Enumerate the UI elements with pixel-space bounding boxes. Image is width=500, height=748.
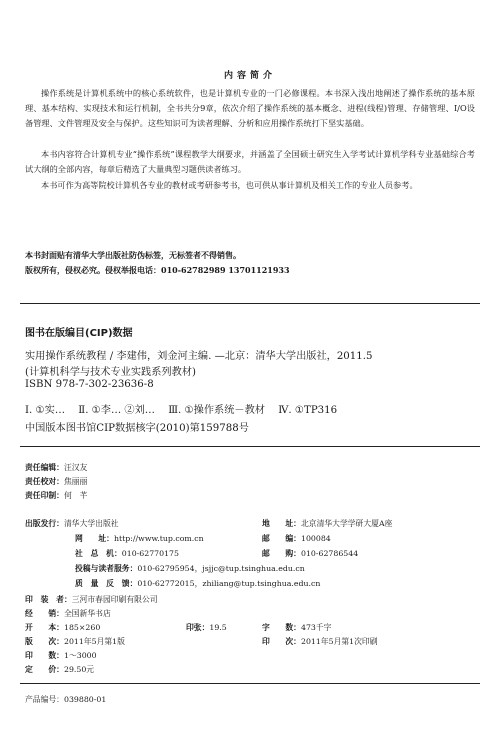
impression-label: 印 次： [262,637,301,646]
word-count-label: 字 数： [262,623,301,632]
product-code-row [25,694,106,705]
intro-paragraph-1: 操作系统是计算机系统中的核心系统软件，也是计算机专业的一门必修课程。本书深入浅出地阐述了操作系统的基本原理、基本结构、实现技术和运行机制，全书共分9章，依次介绍了操作系统的基本概念、进程(线程)管理、存储管理、I/O设备管理、文件管理及安全与保护。这些知识可为读者理解、分析和应用操作系统打下坚实基础。 [25,88,475,128]
edition-label: 版 次： [25,637,64,646]
copyright-notice: 版权所有，侵权必究。侵权举报电话：010-62782989 13701121933 [25,265,290,275]
reader-service-label: 投稿与读者服务： [75,564,138,573]
switchboard-label: 社 总 机： [75,549,122,558]
cip-class-item: Ⅱ. ①李… ②刘… [78,405,155,416]
editor-row [25,462,87,473]
publisher-value: 清华大学出版社 [63,519,119,528]
proofreader-value: 焦丽丽 [63,477,88,486]
impression-value: 2011年5月第1次印刷 [300,637,378,646]
impression-row [262,636,378,647]
cip-verify-number: 中国版本图书馆CIP数据核字(2010)第159788号 [25,423,249,434]
website-row [75,533,204,544]
address-value: 北京清华大学学研大厦A座 [300,519,393,528]
format-label: 开 本： [25,623,64,632]
cip-class-item: Ⅳ. ①TP316 [278,405,338,416]
reader-service-row [75,563,305,574]
proofreader-row [25,476,87,487]
mail-order-row [262,548,358,559]
print-run-value: 1～3000 [63,651,97,660]
divider-middle [20,446,480,447]
print-run-label: 印 数： [25,651,64,660]
divider-top [20,303,480,304]
word-count-row [262,622,331,633]
word-count-value: 473千字 [300,623,332,632]
cip-class-item: Ⅲ. ①操作系统－教材 [168,405,265,416]
reader-service-value: 010-62795954，jsjjc@tup.tsinghua.edu.cn [137,564,305,573]
website-value[interactable]: http://www.tup.com.cn [113,534,204,543]
intro-title: 内容简介 [223,71,276,81]
editor-label: 责任编辑： [25,463,64,472]
quality-feedback-row [75,578,320,589]
printing-supervisor-label: 责任印制： [25,491,64,500]
quality-feedback-label: 质 量 反 馈： [75,579,138,588]
cip-title-line: 实用操作系统教程 / 李建伟，刘金河主编. —北京：清华大学出版社，2011.5 [25,351,373,362]
cip-isbn: ISBN 978-7-302-23636-8 [25,379,154,390]
printing-supervisor-row [25,490,87,501]
product-code-label: 产品编号： [25,695,64,704]
price-value: 29.50元 [63,665,95,674]
print-run-row [25,650,97,661]
intro-paragraph-2: 本书内容符合计算机专业“操作系统”课程教学大纲要求，并涵盖了全国硕士研究生入学考试计算机学科专业基础综合考试大纲的全部内容，每章后精选了大量典型习题供读者练习。 [25,149,475,174]
price-label: 定 价： [25,665,64,674]
anti-counterfeit-notice: 本书封面贴有清华大学出版社防伪标签，无标签者不得销售。 [25,250,241,260]
printed-sheets-row [186,622,227,633]
printed-sheets-value: 19.5 [209,623,227,632]
zipcode-value: 100084 [300,534,331,543]
proofreader-label: 责任校对： [25,477,64,486]
distributor-label: 经 销： [25,609,64,618]
address-label: 地 址： [262,519,301,528]
cip-heading: 图书在版编目(CIP)数据 [25,328,133,339]
printer-label: 印 装 者： [25,595,72,604]
printing-supervisor-value: 何 芊 [63,491,88,500]
mail-order-label: 邮 购： [262,549,301,558]
format-row [25,622,100,633]
intro-paragraph-3: 本书可作为高等院校计算机各专业的教材或考研参考书，也可供从事计算机及相关工作的专业人员参考。 [41,180,418,190]
product-code-value: 039880-01 [63,695,107,704]
editor-value: 汪汉友 [63,463,88,472]
address-row [262,518,392,529]
zipcode-row [262,533,331,544]
switchboard-row [75,548,179,559]
distributor-row [25,608,111,619]
edition-row [25,636,125,647]
divider-bottom [20,683,480,684]
zipcode-label: 邮 编： [262,534,301,543]
printer-row [25,594,158,605]
edition-value: 2011年5月第1版 [63,637,125,646]
cip-classification [25,401,347,416]
mail-order-value: 010-62786544 [300,549,359,558]
publisher-label: 出版发行： [25,519,64,528]
publisher-row [25,518,119,529]
format-value: 185×260 [63,623,101,632]
switchboard-value: 010-62770175 [121,549,179,558]
cip-series-line: (计算机科学与技术专业实践系列教材) [25,367,196,378]
quality-feedback-value: 010-62772015，zhiliang@tup.tsinghua.edu.cn [137,579,321,588]
website-label: 网 址： [75,534,114,543]
cip-class-item: Ⅰ. ①实… [25,405,66,416]
printer-value: 三河市春园印刷有限公司 [71,595,158,604]
distributor-value: 全国新华书店 [63,609,111,618]
price-row [25,664,94,675]
printed-sheets-label: 印张： [186,623,210,632]
